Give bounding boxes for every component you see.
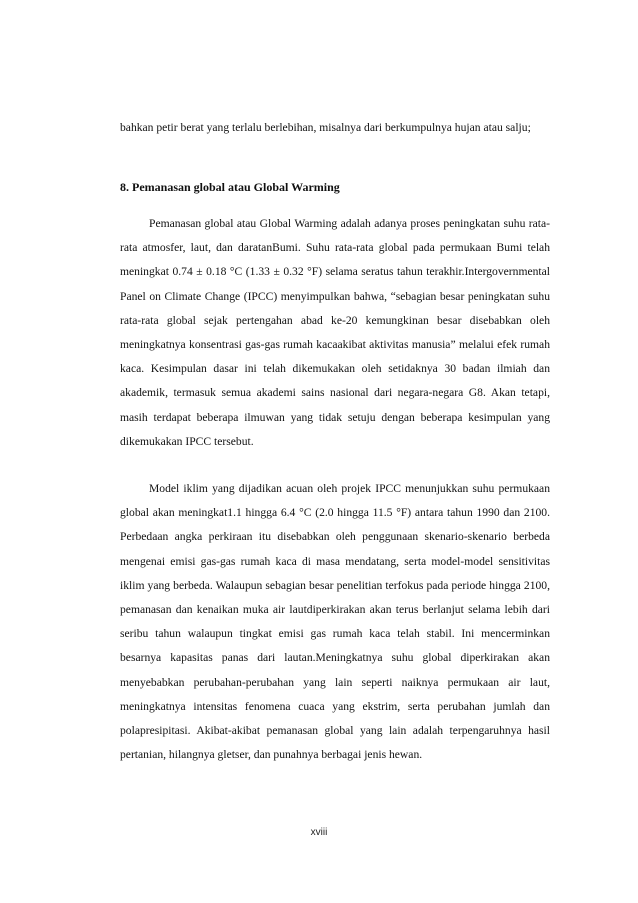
page-number: xviii [310,827,328,838]
paragraph-global-warming-definition: Pemanasan global atau Global Warming adalah adanya proses peningkatan suhu rata-rata atmosfer, laut, dan daratanBumi. Suhu rata-rata global pada permukaan Bumi telah meningkat 0.74 ± 0.18 °C (1.33 ± 0.32 °F) selama seratus tahun terakhir.Intergovernmental Panel on Climate Change (IPCC) menyimpulkan bahwa, “sebagian besar peningkatan suhu rata-rata global sejak pertengahan abad ke-20 kemungkinan besar disebabkan oleh meningkatnya konsentrasi gas-gas rumah kacaakibat aktivitas manusia” melalui efek rumah kaca. Kesimpulan dasar ini telah dikemukakan oleh setidaknya 30 badan ilmiah dan akademik, termasuk semua akademi sains nasional dari negara-negara G8. Akan tetapi, masih terdapat beberapa ilmuwan yang tidak setuju dengan beberapa kesimpulan yang dikemukakan IPCC tersebut. [120,217,550,448]
continued-paragraph: bahkan petir berat yang terlalu berlebihan, misalnya dari berkumpulnya hujan atau salju; [120,121,531,134]
section-heading: 8. Pemanasan global atau Global Warming [120,180,340,194]
paragraph-climate-models: Model iklim yang dijadikan acuan oleh projek IPCC menunjukkan suhu permukaan global akan meningkat1.1 hingga 6.4 °C (2.0 hingga 11.5 °F) antara tahun 1990 dan 2100. Perbedaan angka perkiraan itu disebabkan oleh penggunaan skenario-skenario berbeda mengenai emisi gas-gas rumah kaca di masa mendatang, serta model-model sensitivitas iklim yang berbeda. Walaupun sebagian besar penelitian terfokus pada periode hingga 2100, pemanasan dan kenaikan muka air lautdiperkirakan akan terus berlanjut selama lebih dari seribu tahun walaupun tingkat emisi gas rumah kaca telah stabil. Ini mencerminkan besarnya kapasitas panas dari lautan.Meningkatnya suhu global diperkirakan akan menyebabkan perubahan-perubahan yang lain seperti naiknya permukaan air laut, meningkatnya intensitas fenomena cuaca yang ekstrim, serta perubahan jumlah dan polapresipitasi. Akibat-akibat pemanasan global yang lain adalah terpengaruhnya hasil pertanian, hilangnya gletser, dan punahnya berbagai jenis hewan. [120,482,550,762]
